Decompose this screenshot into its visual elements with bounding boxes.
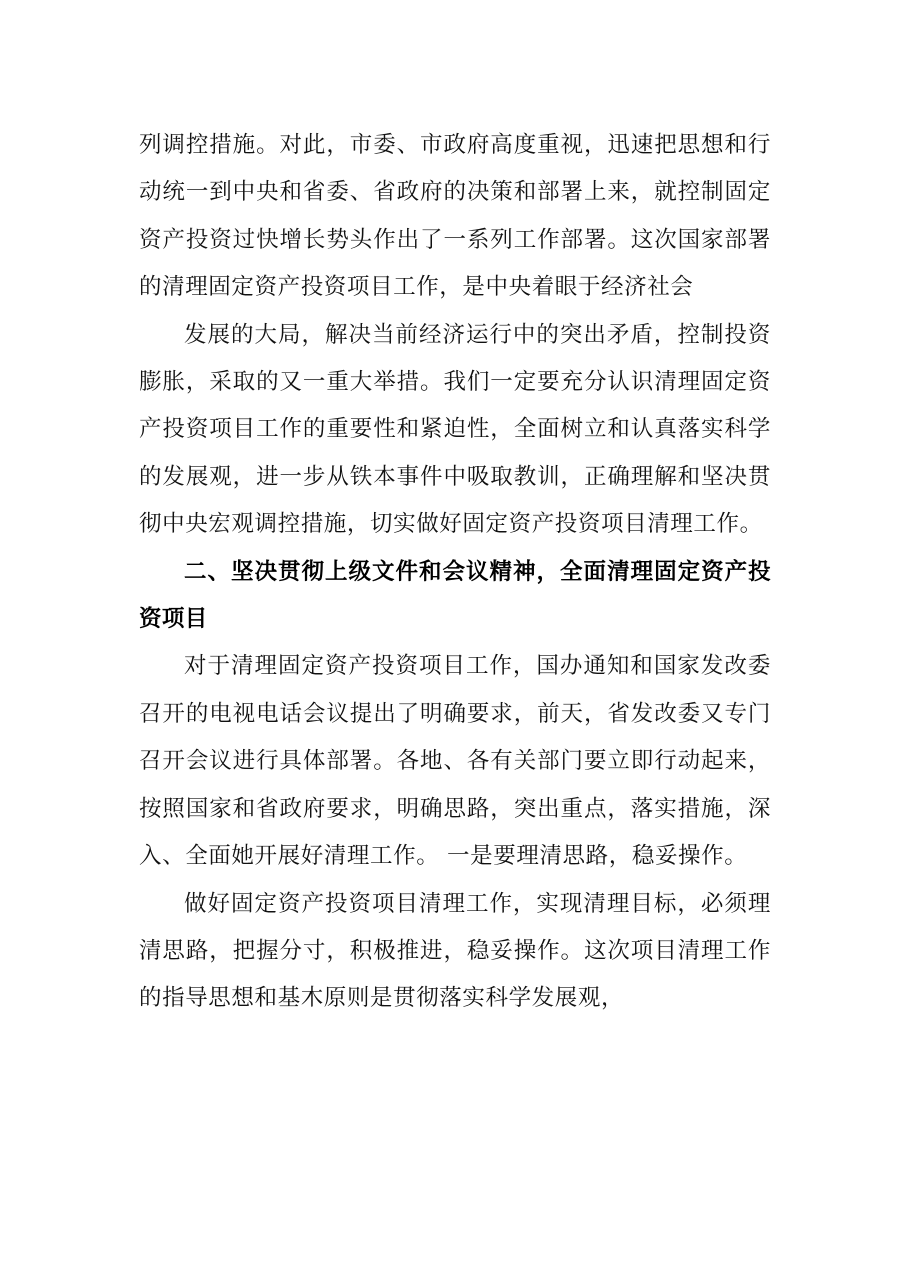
section-heading-two: 二、坚决贯彻上级文件和会议精神，全面清理固定资产投资项目 [139,558,771,633]
paragraph-requirements: 对于清理固定资产投资项目工作，国办通知和国家发改委召开的电视电话会议提出了明确要求，前天，省发改委又专门召开会议进行具体部署。各地、各有关部门要立即行动起来，按照国家和省政府要求，明确思路，突出重点，落实措施，深入、全面她开展好清理工作。 一是要理清思路，稳妥操作。 [139,653,771,870]
paragraph-guidance: 做好固定资产投资项目清理工作，实现清理目标，必须理清思路，把握分寸，积极推进，稳妥操作。这次项目清理工作的指导思想和基木原则是贯彻落实科学发展观， [139,890,771,1012]
paragraph-development: 发展的大局，解决当前经济运行中的突出矛盾，控制投资膨胀，采取的又一重大举措。我们一定要充分认识清理固定资产投资项目工作的重要性和紧迫性，全面树立和认真落实科学的发展观，进一步从铁本事件中吸取教训，正确理解和坚决贯彻中央宏观调控措施，切实做好固定资产投资项目清理工作。 [139,321,771,538]
document-body [139,122,771,1023]
paragraph-continued: 列调控措施。对此，市委、市政府高度重视，迅速把思想和行动统一到中央和省委、省政府的决策和部署上来，就控制固定资产投资过快增长势头作出了一系列工作部署。这次国家部署的清理固定资产投资项目工作，是中央着眼于经济社会 [139,132,771,301]
